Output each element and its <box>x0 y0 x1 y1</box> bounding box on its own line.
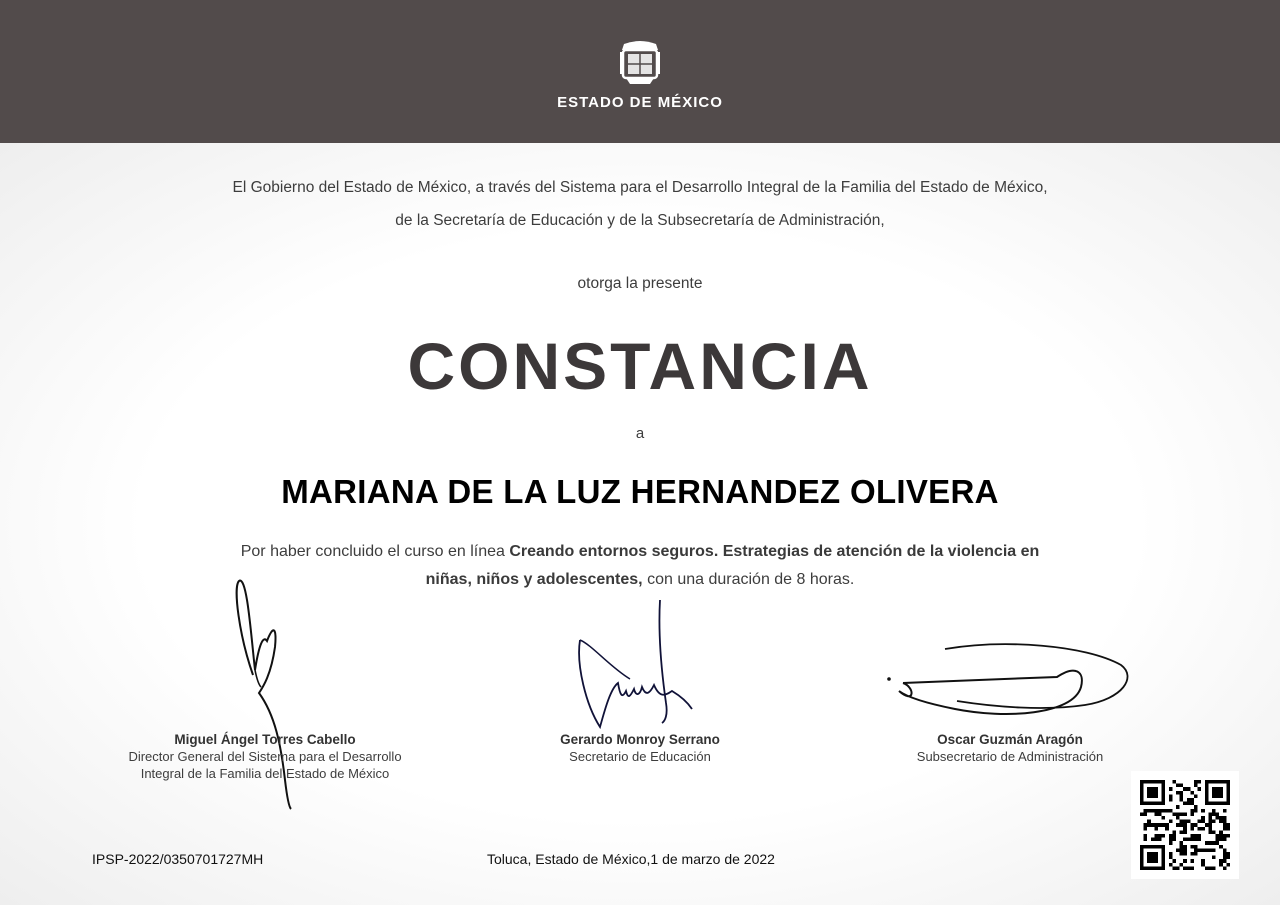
course-duration: con una duración de 8 horas. <box>647 571 855 588</box>
course-line-2 <box>0 571 1280 589</box>
signer-3 <box>880 731 1140 765</box>
signer-1-role-line-2: Integral de la Familia del Estado de México <box>140 766 390 781</box>
qr-code-frame <box>1131 771 1239 879</box>
folio-number: IPSP-2022/0350701727MH <box>92 851 264 867</box>
intro-line-2: de la Secretaría de Educación y de la Subsecretaría de Administración, <box>395 212 885 229</box>
signer-1-role-line-1: Director General del Sistema para el Desarrollo <box>128 749 402 764</box>
to-word: a <box>635 425 645 442</box>
signer-3-role: Subsecretario de Administración <box>916 749 1104 764</box>
signer-2 <box>490 731 790 765</box>
signature-2-handwriting <box>570 595 710 735</box>
course-line-1 <box>0 543 1280 561</box>
header-band <box>0 0 1280 143</box>
certificate-paper <box>0 143 1280 905</box>
place-and-date: Toluca, Estado de México,1 de marzo de 2022 <box>487 851 775 867</box>
course-prefix: Por haber concluido el curso en línea <box>240 543 505 560</box>
certificate-title: CONSTANCIA <box>407 329 873 403</box>
grant-text: otorga la presente <box>577 275 703 292</box>
signature-3-handwriting <box>885 635 1135 730</box>
course-name-part-1: Creando entornos seguros. Estrategias de atención de la violencia en <box>509 543 1040 560</box>
signer-3-name: Oscar Guzmán Aragón <box>937 732 1083 747</box>
signer-2-role: Secretario de Educación <box>569 749 711 764</box>
recipient-name: MARIANA DE LA LUZ HERNANDEZ OLIVERA <box>281 473 999 510</box>
qr-code-icon <box>1140 780 1230 870</box>
intro-line-1: El Gobierno del Estado de México, a través del Sistema para el Desarrollo Integral de la Familia del Estado de México, <box>232 179 1048 196</box>
signer-1-name: Miguel Ángel Torres Cabello <box>174 732 356 747</box>
brand-name: ESTADO DE MÉXICO <box>557 94 723 111</box>
signer-1 <box>95 731 435 782</box>
state-coat-of-arms-icon <box>614 38 666 90</box>
course-name-part-2: niñas, niños y adolescentes, <box>425 571 643 588</box>
signer-2-name: Gerardo Monroy Serrano <box>560 732 720 747</box>
